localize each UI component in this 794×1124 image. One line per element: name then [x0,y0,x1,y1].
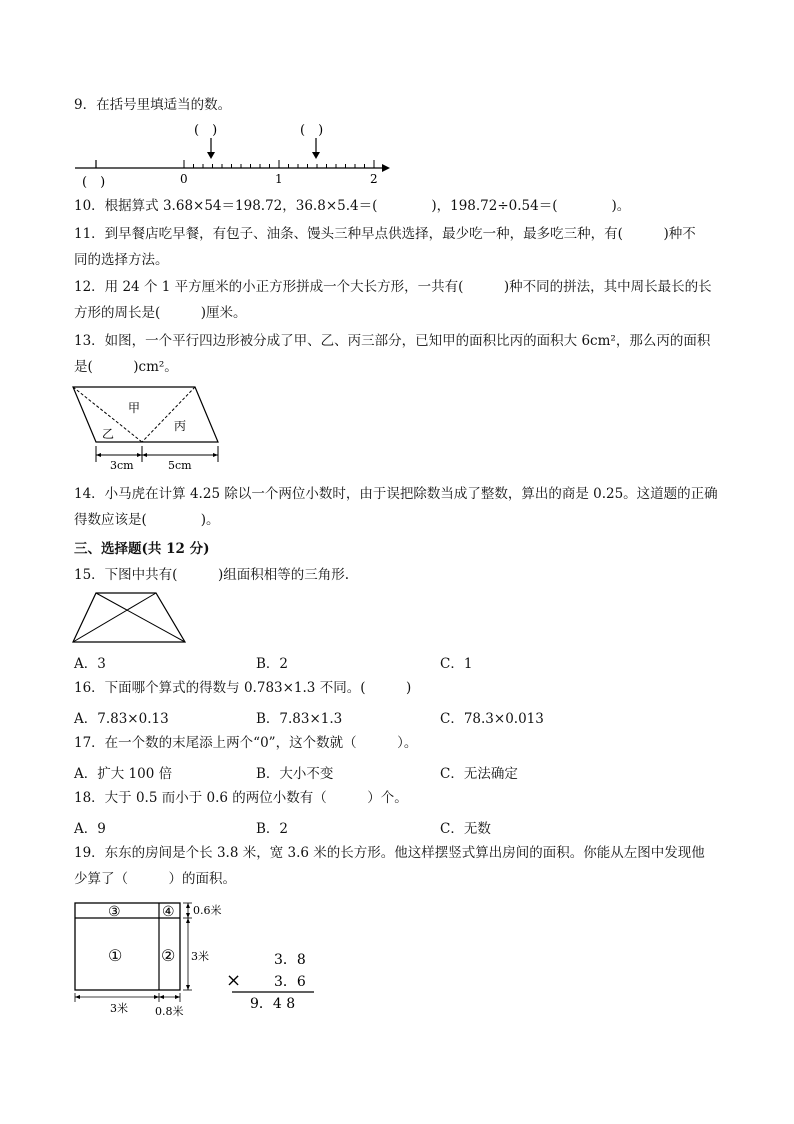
question-14 [74,481,724,533]
blank-top-left: ( ) [194,123,218,138]
blank-top-right: ( ) [300,123,324,138]
trapezoid-outline [73,593,185,642]
question-12 [74,274,724,326]
question-13 [74,328,724,380]
region-1-label: ① [108,946,123,965]
trapezoid-figure [70,590,190,646]
question-17-text: 17．在一个数的末尾添上两个“0”，这个数就（ ）。 [74,735,418,751]
label-bing: 丙 [174,419,187,433]
q18-option-c[interactable]: C．无数 [440,821,491,837]
number-line-ticks [184,160,374,168]
question-13-line1: 13．如图，一个平行四边形被分成了甲、乙、丙三部分，已知甲的面积比丙的面积大 6cm²，那么丙的面积 [74,333,711,349]
question-11 [74,221,724,273]
vertical-multiplication [222,948,322,1014]
question-18 [74,785,724,811]
blank-bottom-left: ( ) [82,175,106,190]
calc-row-2: 3．6 [274,974,306,990]
tick-label-0: 0 [180,172,188,186]
question-15-text: 15．下图中共有( )组面积相等的三角形. [74,567,350,583]
q15-option-c[interactable]: C．1 [440,656,473,672]
dim-3cm: 3cm [110,459,134,472]
question-9 [74,92,724,118]
q16-option-c[interactable]: C．78.3×0.013 [440,711,544,727]
region-2-label: ② [161,946,176,965]
question-14-line1: 14．小马虎在计算 4.25 除以一个两位小数时，由于误把除数当成了整数，算出的商是 0.25。这道题的正确 [74,486,718,502]
region-4-label: ④ [162,904,175,920]
question-16 [74,675,724,701]
question-17 [74,730,724,756]
region-3-label: ③ [108,904,121,920]
tick-label-1: 1 [275,172,283,186]
parallelogram-figure [70,384,230,474]
times-symbol: × [226,970,242,991]
section-3-title [74,536,724,562]
dim-bottom-left-label: 3米 [110,1002,128,1015]
q18-option-b[interactable]: B．2 [256,821,289,837]
question-19 [74,840,724,892]
label-yi: 乙 [102,427,115,441]
question-13-line2: 是( )cm²。 [74,359,178,375]
question-11-line1: 11．到早餐店吃早餐，有包子、油条、馒头三种早点供选择，最少吃一种，最多吃三种，有( )种不 [74,226,696,242]
question-10 [74,193,724,219]
calc-result: 9．4 8 [250,996,296,1012]
tick-label-2: 2 [370,172,378,186]
question-15 [74,562,724,588]
q17-option-b[interactable]: B．大小不变 [256,766,334,782]
label-jia: 甲 [128,401,141,415]
question-19-line1: 19．东东的房间是个长 3.8 米，宽 3.6 米的长方形。他这样摆竖式算出房间的面积。你能从左图中发现他 [74,845,705,861]
q17-option-a[interactable]: A．扩大 100 倍 [74,766,173,782]
q16-option-b[interactable]: B．7.83×1.3 [256,711,343,727]
question-11-line2: 同的选择方法。 [74,252,169,268]
question-14-line2: 得数应该是( )。 [74,512,220,528]
dim-top-label: 0.6米 [193,904,222,917]
question-19-line2: 少算了（ ）的面积。 [74,871,236,887]
dim-right-label: 3米 [191,950,209,963]
calc-row-1: 3．8 [274,952,306,968]
question-18-text: 18．大于 0.5 而小于 0.6 的两位小数有（ ）个。 [74,790,408,806]
parallelogram-outline [73,387,218,442]
question-9-text: 9．在括号里填适当的数。 [74,97,232,113]
question-12-line2: 方形的周长是( )厘米。 [74,305,247,321]
dim-bottom-right-label: 0.8米 [155,1005,184,1018]
q15-option-a[interactable]: A．3 [74,656,106,672]
question-12-line1: 12．用 24 个 1 平方厘米的小正方形拼成一个大长方形，一共有( )种不同的拼法，其中周长最长的长 [74,279,712,295]
q17-option-c[interactable]: C．无法确定 [440,766,518,782]
q18-option-a[interactable]: A．9 [74,821,106,837]
q15-option-b[interactable]: B．2 [256,656,289,672]
section-3-title-text: 三、选择题(共 12 分) [74,541,210,557]
question-16-text: 16．下面哪个算式的得数与 0.783×1.3 不同。( ) [74,680,412,696]
dim-5cm: 5cm [168,459,192,472]
q16-option-a[interactable]: A．7.83×0.13 [74,711,169,727]
number-line-figure [70,118,400,192]
question-10-text: 10．根据算式 3.68×54＝198.72，36.8×5.4＝( )，198.72÷0.54＝( )。 [74,198,631,214]
